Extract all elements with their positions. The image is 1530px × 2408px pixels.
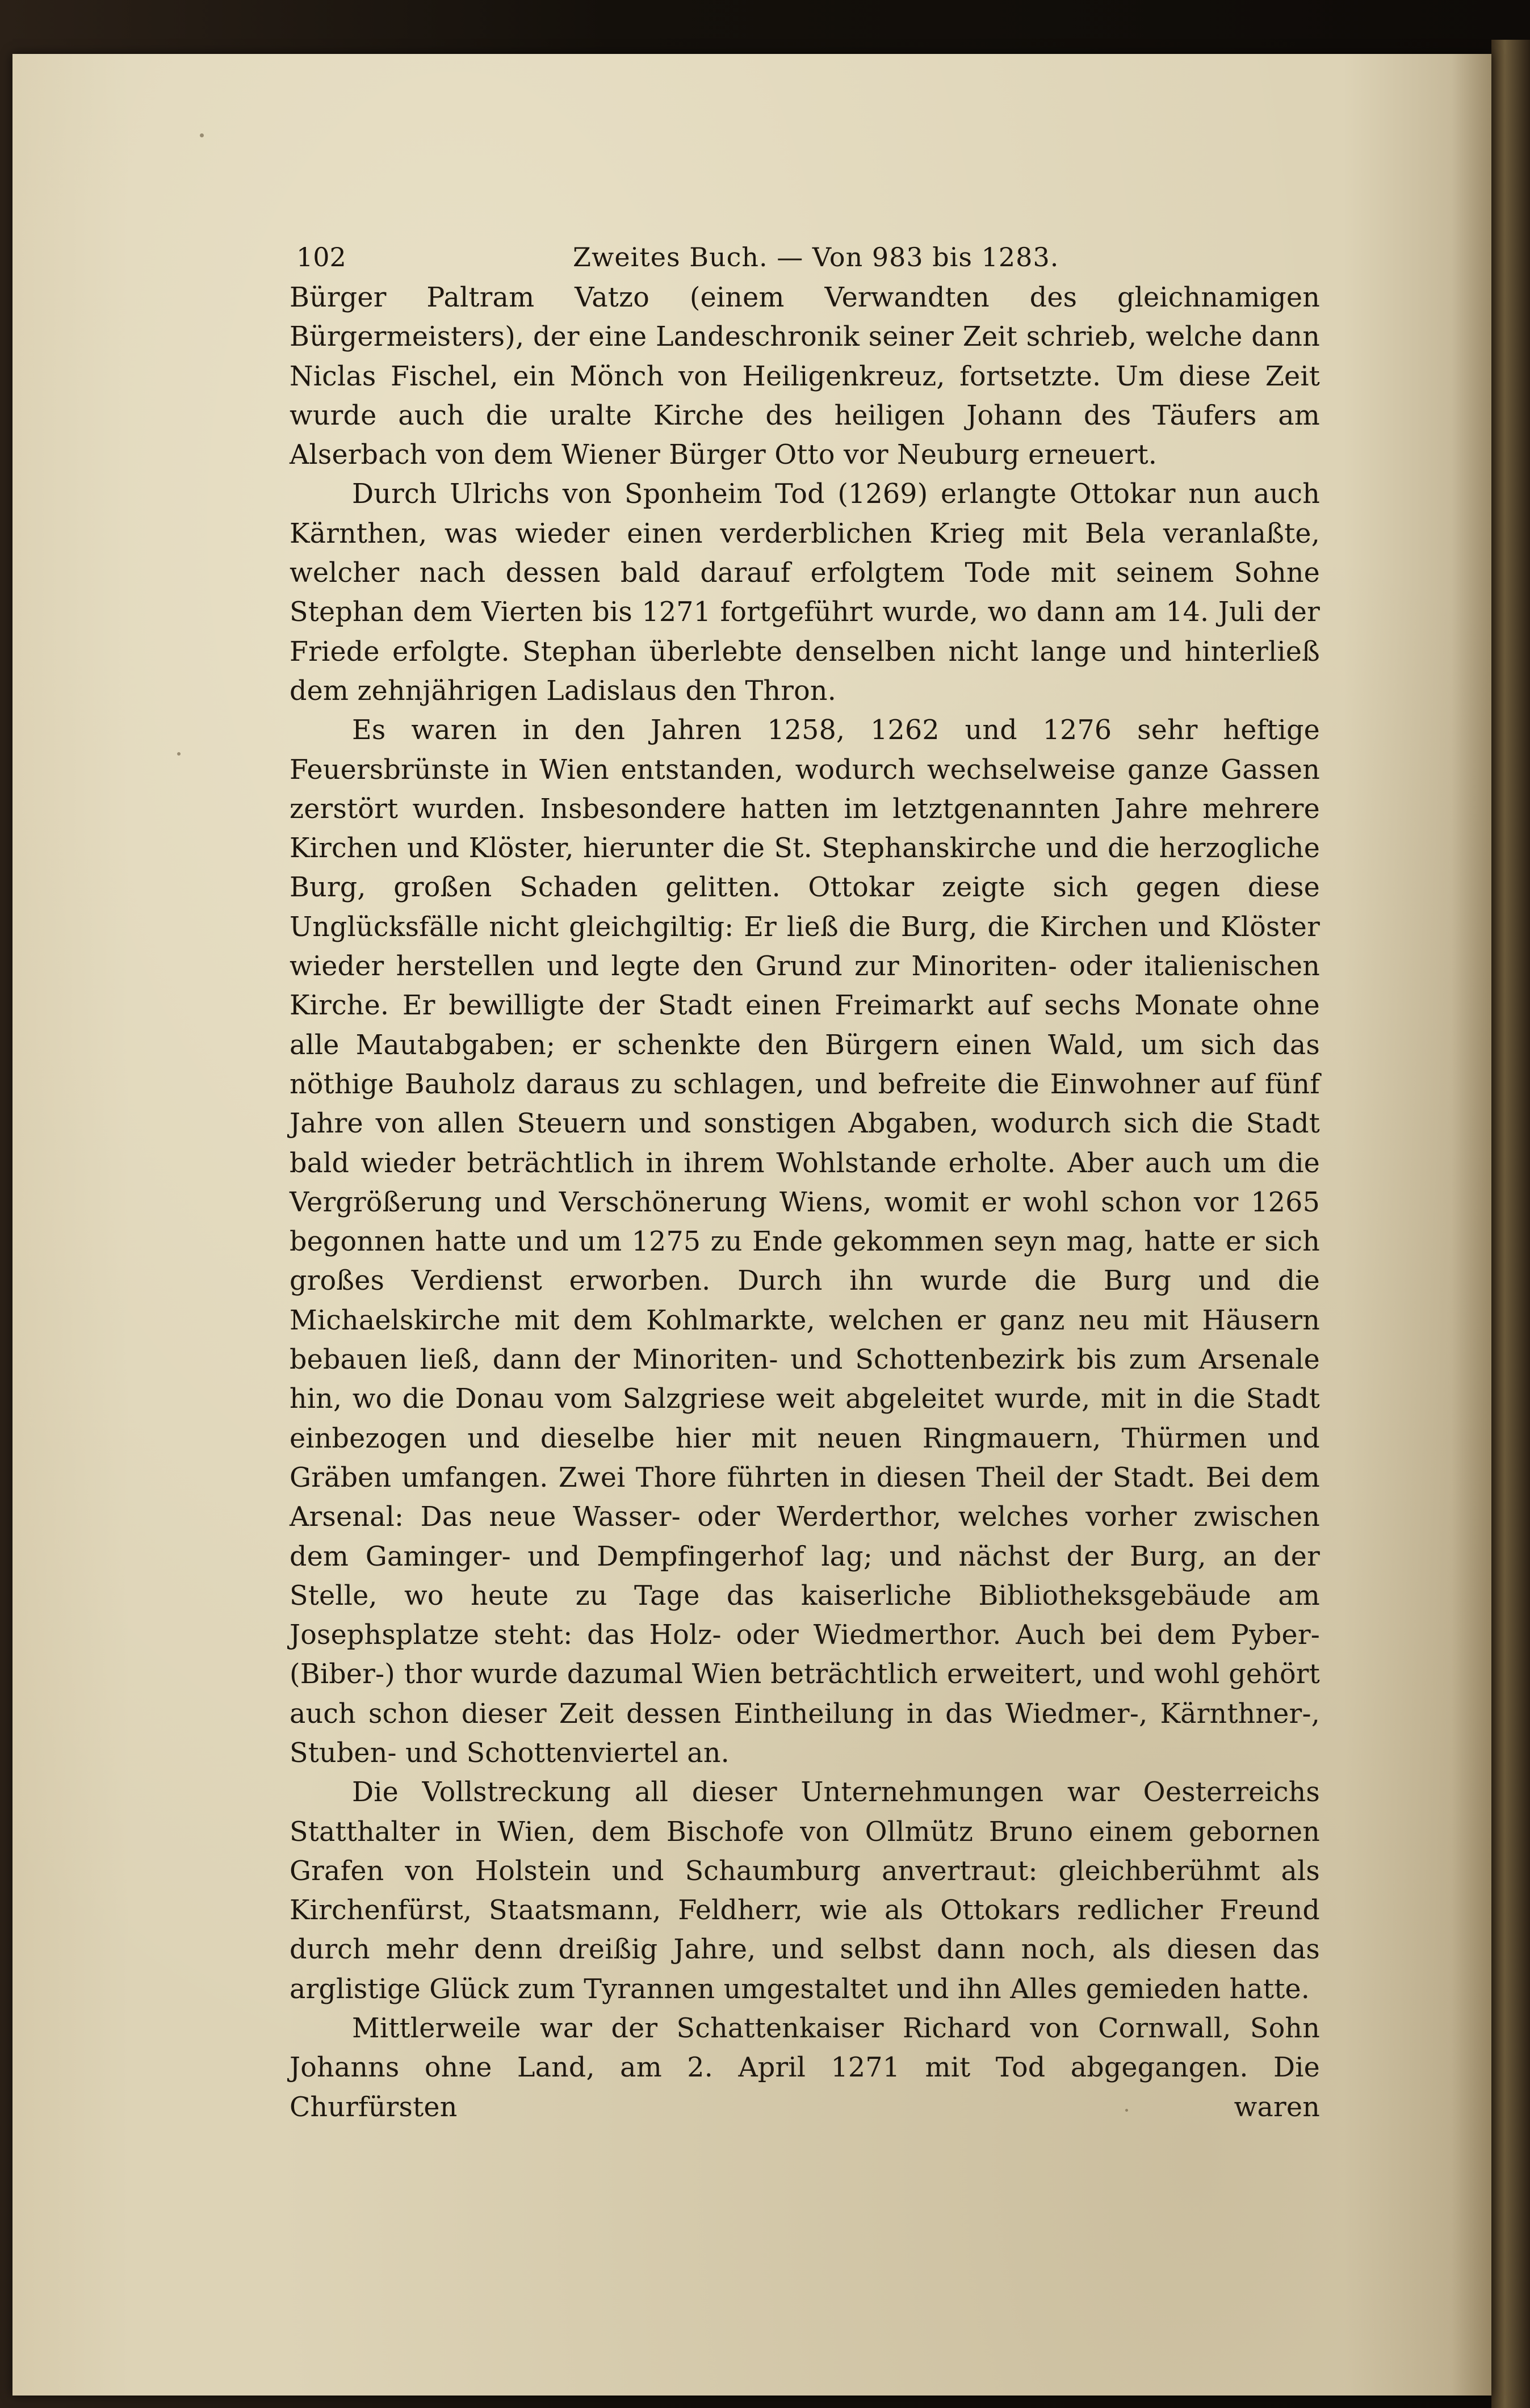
page-gutter-shadow — [1452, 54, 1491, 2396]
paragraph: Die Vollstreckung all dieser Unternehmungen war Oesterreichs Statthalter in Wien, dem Bischofe von Ollmütz Bruno einem gebornen Grafen von Holstein und Schaumburg anvertraut: gleichberühmt als Kirchenfürst, Staatsmann, Feldherr, wie als Ottokars redlicher Freund durch mehr denn dreißig Jahre, und selbst dann noch, als diesen das arglistige Glück zum Tyrannen umgestaltet und ihn Alles gemieden hatte. — [290, 1777, 1320, 2005]
paragraph: Durch Ulrichs von Sponheim Tod (1269) erlangte Ottokar nun auch Kärnthen, was wieder einen verderblichen Krieg mit Bela veranlaßte, welcher nach dessen bald darauf erfolgtem Tode mit seinem Sohne Stephan dem Vierten bis 1271 fortgeführt wurde, wo dann am 14. Juli der Friede erfolgte. Stephan überlebte denselben nicht lange und hinterließ dem zehnjährigen Ladislaus den Thron. — [290, 479, 1320, 707]
paragraph-continued: Bürger Paltram Vatzo (einem Verwandten des gleichnamigen Bürgermeisters), der eine Landeschronik seiner Zeit schrieb, welche dann Niclas Fischel, ein Mönch von Heiligenkreuz, fortsetzte. Um diese Zeit wurde auch die uralte Kirche des heiligen Johann des Täufers am Alserbach von dem Wiener Bürger Otto vor Neuburg erneuert. — [290, 282, 1320, 471]
running-title: Zweites Buch. — Von 983 bis 1283. — [573, 242, 1059, 272]
paper-fleck — [177, 752, 181, 756]
paper-fleck — [200, 133, 204, 137]
paragraph-runs-over: Mittlerweile war der Schattenkaiser Richard von Cornwall, Sohn Johanns ohne Land, am 2. April 1271 mit Tod abgegangen. Die Churfürsten waren — [290, 2013, 1320, 2123]
page-number: 102 — [296, 242, 346, 272]
running-header — [296, 237, 1318, 277]
paragraph: Es waren in den Jahren 1258, 1262 und 1276 sehr heftige Feuersbrünste in Wien entstanden, wodurch wechselweise ganze Gassen zerstört wurden. Insbesondere hatten im letztgenannten Jahre mehrere Kirchen und Klöster, hierunter die St. Stephanskirche und die herzogliche Burg, großen Schaden gelitten. Ottokar zeigte sich gegen diese Unglücksfälle nicht gleichgiltig: Er ließ die Burg, die Kirchen und Klöster wieder herstellen und legte den Grund zur Minoriten- oder italienischen Kirche. Er bewilligte der Stadt einen Freimarkt auf sechs Monate ohne alle Mautabgaben; er schenkte den Bürgern einen Wald, um sich das nöthige Bauholz daraus zu schlagen, und befreite die Einwohner auf fünf Jahre von allen Steuern und sonstigen Abgaben, wodurch sich die Stadt bald wieder beträchtlich in ihrem Wohlstande erholte. Aber auch um die Vergrößerung und Verschönerung Wiens, womit er wohl schon vor 1265 begonnen hatte und um 1275 zu Ende gekommen seyn mag, hatte er sich großes Verdienst erworben. Durch ihn wurde die Burg und die Michaelskirche mit dem Kohlmarkte, welchen er ganz neu mit Häusern bebauen ließ, dann der Minoriten- und Schottenbezirk bis zum Arsenale hin, wo die Donau vom Salzgriese weit abgeleitet wurde, mit in die Stadt einbezogen und dieselbe hier mit neuen Ringmauern, Thürmen und Gräben umfangen. Zwei Thore führten in diesen Theil der Stadt. Bei dem Arsenal: Das neue Wasser- oder Werderthor, welches vorher zwischen dem Gaminger- und Dempfingerhof lag; und nächst der Burg, an der Stelle, wo heute zu Tage das kaiserliche Bibliotheksgebäude am Josephsplatze steht: das Holz- oder Wiedmerthor. Auch bei dem Pyber- (Biber-) thor wurde dazumal Wien beträchtlich erweitert, und wohl gehört auch schon dieser Zeit dessen Eintheilung in das Wiedmer-, Kärnthner-, Stuben- und Schottenviertel an. — [290, 715, 1320, 1769]
book-spine — [1491, 40, 1530, 2408]
body-text — [290, 278, 1320, 2127]
